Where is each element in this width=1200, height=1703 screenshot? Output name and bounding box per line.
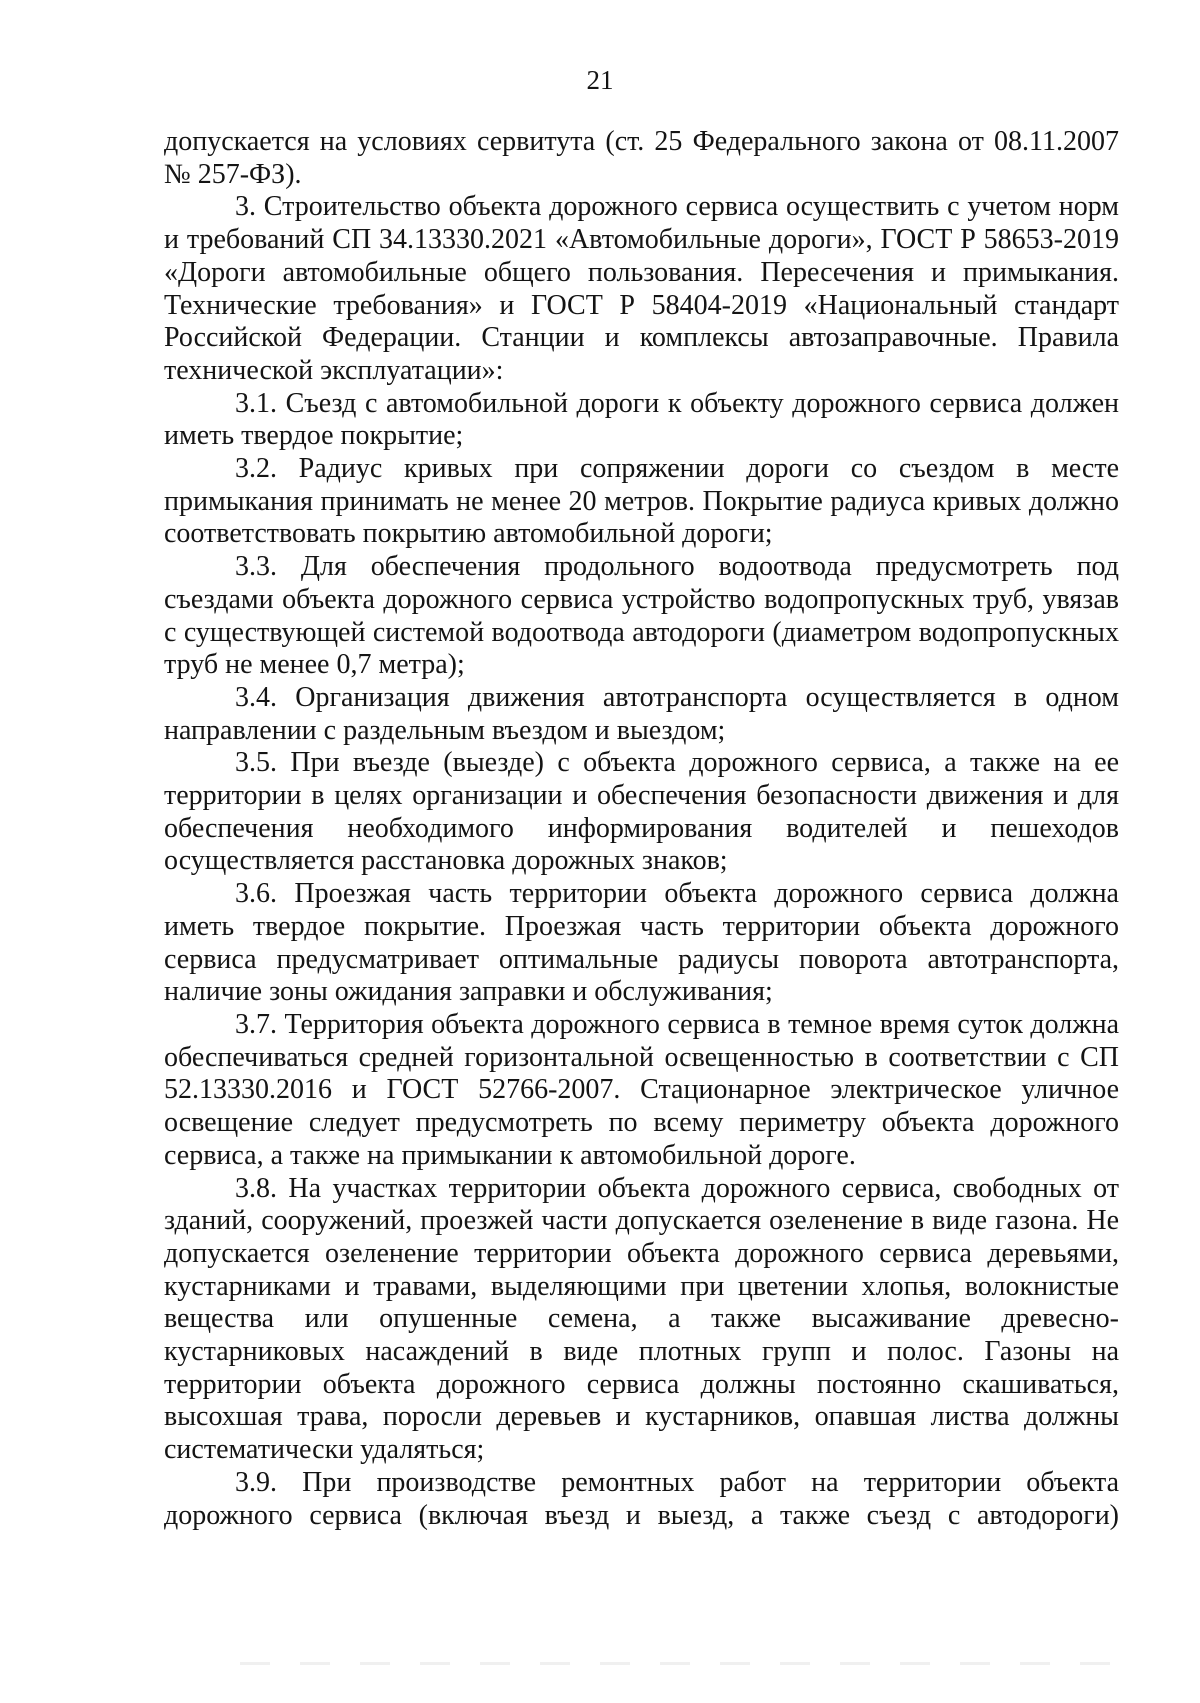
paragraph-3-1: 3.1. Съезд с автомобильной дороги к объекту дорожного сервиса должен иметь твердое покрытие; bbox=[164, 387, 1119, 452]
paragraph-3-3: 3.3. Для обеспечения продольного водоотвода предусмотреть под съездами объекта дорожного сервиса устройство водопропускных труб, увязав с существующей системой водоотвода автодороги (диаметром водопропускных труб не менее 0,7 метра); bbox=[164, 551, 1119, 681]
document-body bbox=[164, 126, 1119, 1532]
paragraph-3-9: 3.9. При производстве ремонтных работ на территории объекта дорожного сервиса (включая въезд и выезд, а также съезд с автодороги) bbox=[164, 1466, 1119, 1531]
paragraph-3: 3. Строительство объекта дорожного сервиса осуществить с учетом норм и требований СП 34.13330.2021 «Автомобильные дороги», ГОСТ Р 58653-2019 «Дороги автомобильные общего пользования. Пересечения и примыкания. Технические требования» и ГОСТ Р 58404-2019 «Национальный стандарт Российской Федерации. Станции и комплексы автозаправочные. Правила технической эксплуатации»: bbox=[164, 191, 1119, 386]
paragraph-continuation: допускается на условиях сервитута (ст. 25 Федерального закона от 08.11.2007 № 257-ФЗ). bbox=[164, 126, 1119, 190]
paragraph-3-8: 3.8. На участках территории объекта дорожного сервиса, свободных от зданий, сооружений, проезжей части допускается озеленение в виде газона. Не допускается озеленение территории объекта дорожного сервиса деревьями, кустарниками и травами, выделяющими при цветении хлопья, волокнистые вещества или опушенные семена, а также высаживание древесно-кустарниковых насаждений в виде плотных групп и полос. Газоны на территории объекта дорожного сервиса должны постоянно скашиваться, высохшая трава, поросли деревьев и кустарников, опавшая листва должны систематически удаляться; bbox=[164, 1172, 1119, 1466]
paragraph-3-4: 3.4. Организация движения автотранспорта осуществляется в одном направлении с раздельным въездом и выездом; bbox=[164, 681, 1119, 746]
paragraph-3-7: 3.7. Территория объекта дорожного сервиса в темное время суток должна обеспечиваться средней горизонтальной освещенностью в соответствии с СП 52.13330.2016 и ГОСТ 52766-2007. Стационарное электрическое уличное освещение следует предусмотреть по всему периметру объекта дорожного сервиса, а также на примыкании к автомобильной дороге. bbox=[164, 1008, 1119, 1171]
scan-bleed-through bbox=[240, 1662, 1120, 1665]
paragraph-3-6: 3.6. Проезжая часть территории объекта дорожного сервиса должна иметь твердое покрытие. Проезжая часть территории объекта дорожного сервиса предусматривает оптимальные радиусы поворота автотранспорта, наличие зоны ожидания заправки и обслуживания; bbox=[164, 878, 1119, 1008]
paragraph-3-2: 3.2. Радиус кривых при сопряжении дороги со съездом в месте примыкания принимать не менее 20 метров. Покрытие радиуса кривых должно соответствовать покрытию автомобильной дороги; bbox=[164, 453, 1119, 550]
paragraph-3-5: 3.5. При въезде (выезде) с объекта дорожного сервиса, а также на ее территории в целях организации и обеспечения безопасности движения и для обеспечения необходимого информирования водителей и пешеходов осуществляется расстановка дорожных знаков; bbox=[164, 747, 1119, 877]
page-number: 21 bbox=[586, 65, 614, 95]
